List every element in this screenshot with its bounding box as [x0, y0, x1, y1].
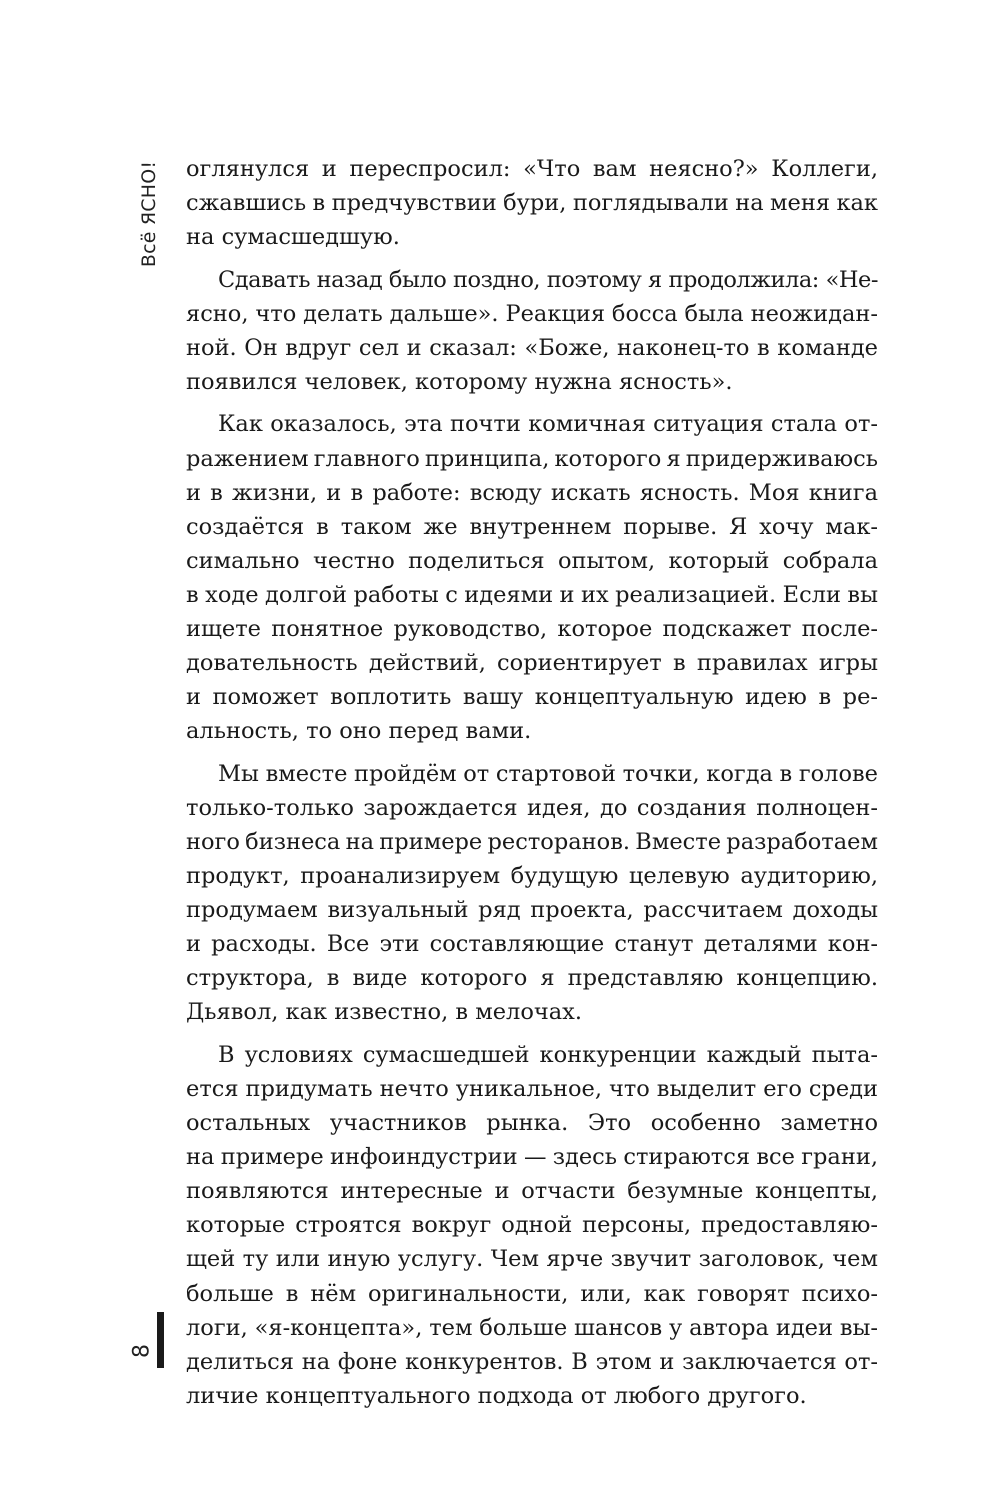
- page-number: [128, 1334, 156, 1368]
- text-line: ражением главного принципа, которого я придерживаюсь: [186, 445, 878, 472]
- folio-rule: [157, 1312, 164, 1368]
- running-head: [132, 158, 166, 270]
- text-line: продукт, проанализируем будущую целевую аудиторию,: [186, 863, 878, 890]
- text-line: больше в нём оригинальности, или, как говорят психо-: [186, 1280, 878, 1307]
- page-number-text: 8: [129, 1344, 155, 1358]
- text-line: которые строятся вокруг одной персоны, предоставляю-: [186, 1212, 878, 1239]
- text-line: появляются интересные и отчасти безумные концепты,: [186, 1178, 878, 1205]
- text-line: на примере инфоиндустрии — здесь стираются все грани,: [186, 1144, 878, 1171]
- text-line: В условиях сумасшедшей конкуренции каждый пыта-: [218, 1041, 878, 1068]
- text-line: делиться на фоне конкурентов. В этом и заключается от-: [186, 1348, 878, 1375]
- text-line: в ходе долгой работы с идеями и их реализацией. Если вы: [186, 581, 878, 608]
- text-line: щей ту или иную услугу. Чем ярче звучит заголовок, чем: [186, 1246, 878, 1273]
- text-line: довательность действий, сориентирует в правилах игры: [186, 650, 878, 677]
- paragraph: [186, 1038, 878, 1413]
- text-line: ной. Он вдруг сел и сказал: «Боже, наконец-то в команде: [186, 334, 878, 361]
- text-line: ного бизнеса на примере ресторанов. Вместе разработаем: [186, 828, 878, 855]
- text-line: личие концептуального подхода от любого другого.: [186, 1382, 807, 1409]
- paragraph: [186, 407, 878, 748]
- text-line: остальных участников рынка. Это особенно заметно: [186, 1110, 878, 1137]
- text-line: симально честно поделиться опытом, который собрала: [186, 547, 878, 574]
- paragraph: [186, 757, 878, 1030]
- text-line: на сумасшедшую.: [186, 224, 400, 251]
- text-line: создаётся в таком же внутреннем порыве. Я хочу мак-: [186, 513, 878, 540]
- text-line: и расходы. Все эти составляющие станут деталями кон-: [186, 931, 878, 958]
- paragraph: [186, 152, 878, 254]
- paragraph: [186, 263, 878, 399]
- text-line: структора, в виде которого я представляю концепцию.: [186, 965, 878, 992]
- text-line: ясно, что делать дальше». Реакция босса была неожидан-: [186, 300, 878, 327]
- text-line: продумаем визуальный ряд проекта, рассчитаем доходы: [186, 897, 878, 924]
- text-line: только-только зарождается идея, до создания полноцен-: [186, 794, 878, 821]
- text-line: Как оказалось, эта почти комичная ситуация стала от-: [218, 411, 878, 438]
- running-head-text: Всё ЯСНО!: [138, 160, 160, 268]
- text-line: Сдавать назад было поздно, поэтому я продолжила: «Не-: [218, 266, 878, 293]
- text-line: ищете понятное руководство, которое подскажет после-: [186, 616, 878, 642]
- body-text: [186, 152, 878, 1421]
- text-line: появился человек, которому нужна ясность».: [186, 368, 733, 395]
- text-line: Мы вместе пройдём от стартовой точки, когда в голове: [218, 760, 878, 787]
- text-line: Дьявол, как известно, в мелочах.: [186, 999, 582, 1026]
- text-line: сжавшись в предчувствии бури, поглядывали на меня как: [186, 190, 878, 217]
- text-line: альность, то оно перед вами.: [186, 718, 532, 745]
- text-line: оглянулся и переспросил: «Что вам неясно?» Коллеги,: [186, 156, 878, 182]
- text-line: логи, «я-концепта», тем больше шансов у автора идеи вы-: [186, 1314, 878, 1341]
- text-line: ется придумать нечто уникальное, что выделит его среди: [186, 1076, 878, 1102]
- text-line: и поможет воплотить вашу концептуальную идею в ре-: [186, 684, 878, 711]
- text-line: и в жизни, и в работе: всюду искать ясность. Моя книга: [186, 479, 878, 506]
